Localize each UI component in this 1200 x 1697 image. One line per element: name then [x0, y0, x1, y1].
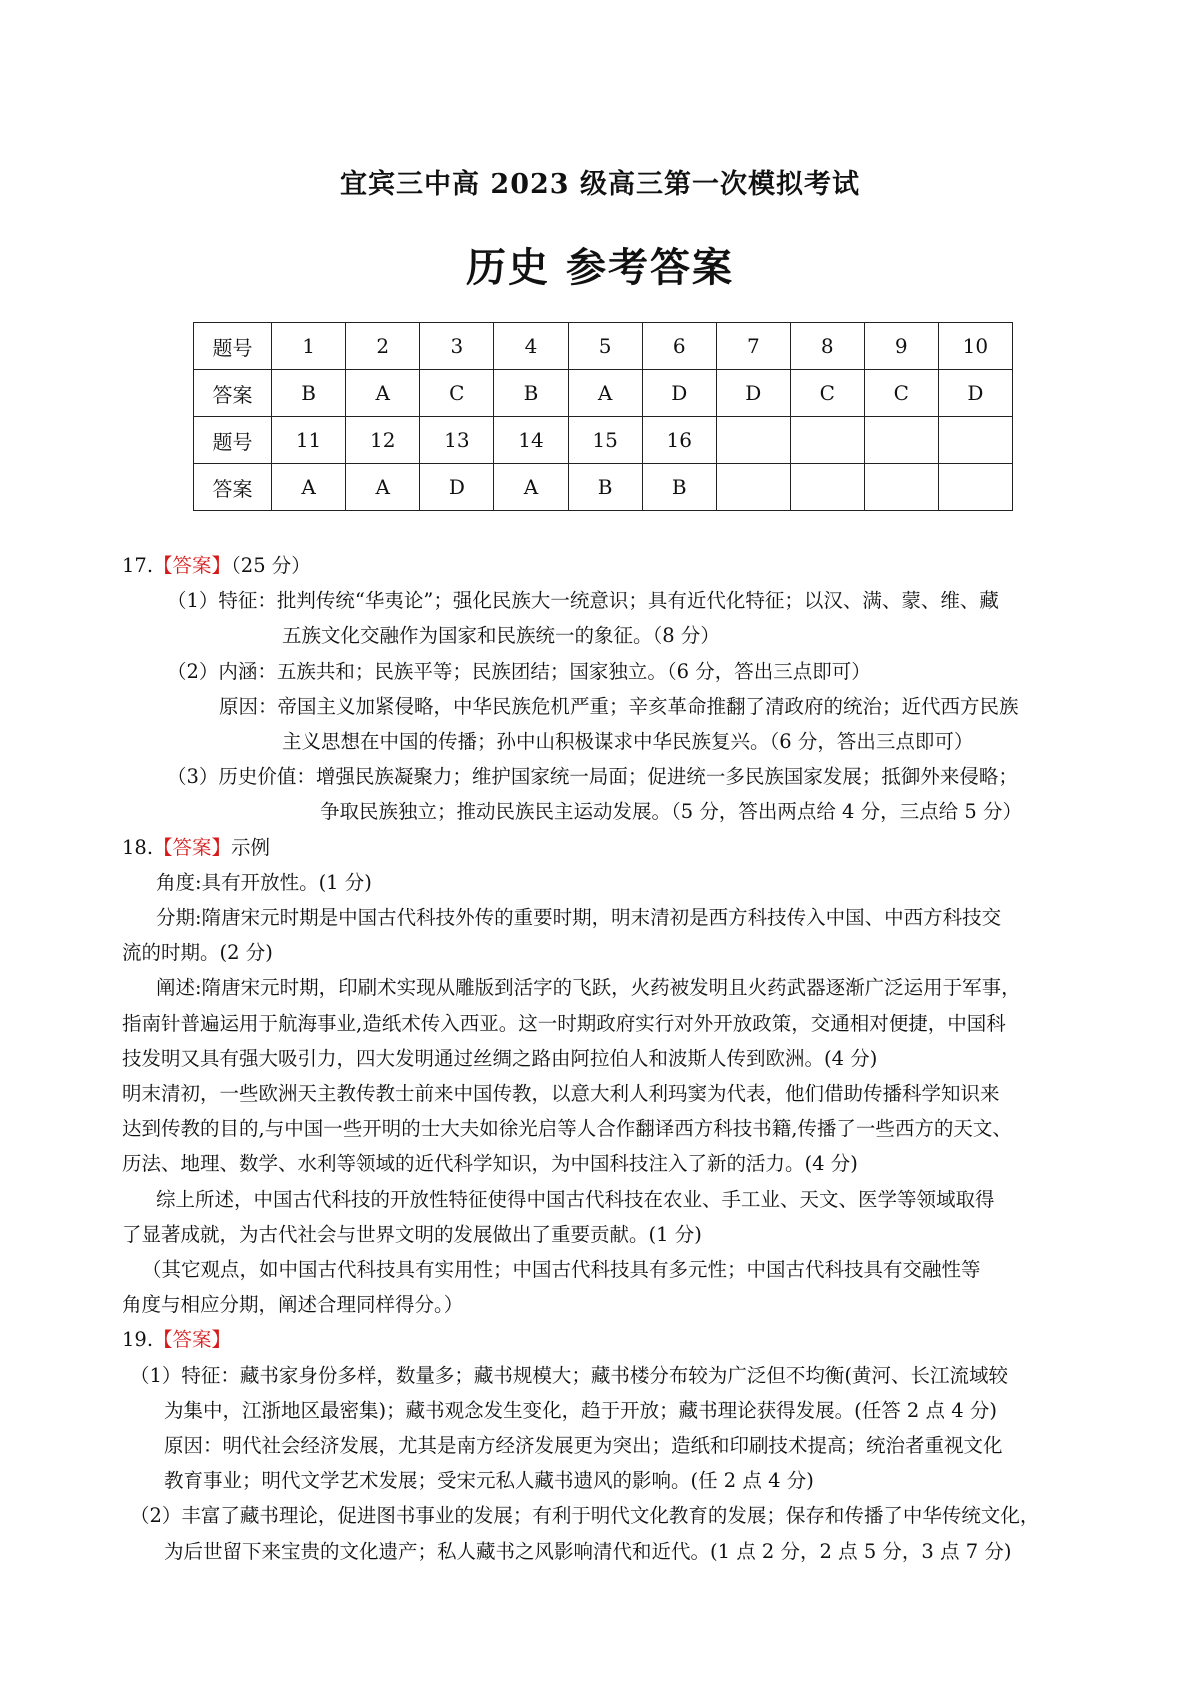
table-cell — [716, 464, 790, 511]
question-number: 19. — [122, 1328, 154, 1352]
table-cell — [716, 417, 790, 464]
table-cell: A — [568, 370, 642, 417]
answer-table-row — [194, 323, 1013, 370]
table-cell: 10 — [938, 323, 1012, 370]
q17-part3-line1: （3）历史价值：增强民族凝聚力；维护国家统一局面；促进统一多民族国家发展；抵御外来侵略； — [167, 765, 1018, 789]
q19-line: （1）特征：藏书家身份多样，数量多；藏书规模大；藏书楼分布较为广泛但不均衡(黄河、长江流域较 — [130, 1363, 1009, 1387]
row-header-cell: 答案 — [194, 370, 272, 417]
table-cell: D — [420, 464, 494, 511]
table-cell — [790, 417, 864, 464]
q17-part2-line2: 原因：帝国主义加紧侵略，中华民族危机严重；辛亥革命推翻了清政府的统治；近代西方民族 — [219, 694, 1019, 718]
table-cell: 8 — [790, 323, 864, 370]
q18-line: 分期:隋唐宋元时期是中国古代科技外传的重要时期，明末清初是西方科技传入中国、中西方科技交 — [156, 906, 1002, 930]
q18-line: 阐述:隋唐宋元时期，印刷术实现从雕版到活字的飞跃，火药被发明且火药武器逐渐广泛运用于军事， — [156, 976, 1021, 1000]
table-cell — [864, 464, 938, 511]
q18-line: 综上所述，中国古代科技的开放性特征使得中国古代科技在农业、手工业、天文、医学等领域取得 — [156, 1187, 995, 1211]
q19-line: （2）丰富了藏书理论，促进图书事业的发展；有利于明代文化教育的发展；保存和传播了中华传统文化， — [130, 1504, 1040, 1528]
q18-line: 流的时期。(2 分) — [122, 941, 273, 965]
row-header-cell: 答案 — [194, 464, 272, 511]
q19-line: 教育事业；明代文学艺术发展；受宋元私人藏书遗风的影响。(任 2 点 4 分) — [164, 1469, 814, 1493]
q17-part2-line3: 主义思想在中国的传播；孙中山积极谋求中华民族复兴。（6 分，答出三点即可） — [282, 730, 974, 754]
table-cell: A — [346, 464, 420, 511]
answer-body — [122, 548, 1082, 1569]
table-cell: C — [790, 370, 864, 417]
table-cell: D — [938, 370, 1012, 417]
table-cell: B — [271, 370, 345, 417]
answer-tag: 【答案】 — [153, 835, 232, 859]
q18-line: 达到传教的目的,与中国一些开明的士大夫如徐光启等人合作翻译西方科技书籍,传播了一些西方的天文、 — [122, 1117, 1012, 1141]
table-cell: C — [864, 370, 938, 417]
q18-line: 明末清初，一些欧洲天主教传教士前来中国传教，以意大利人利玛窦为代表，他们借助传播科学知识来 — [122, 1082, 1000, 1106]
question-17 — [122, 548, 1082, 830]
table-cell: B — [494, 370, 568, 417]
q17-part2-line1: （2）内涵：五族共和；民族平等；民族团结；国家独立。（6 分，答出三点即可） — [167, 659, 871, 683]
table-cell: 1 — [271, 323, 345, 370]
table-cell: A — [494, 464, 568, 511]
table-cell: D — [716, 370, 790, 417]
q19-line: 原因：明代社会经济发展，尤其是南方经济发展更为突出；造纸和印刷技术提高；统治者重视文化 — [164, 1434, 1003, 1458]
q17-part1-line2: 五族文化交融作为国家和民族统一的象征。（8 分） — [282, 624, 720, 648]
q18-line: 角度:具有开放性。(1 分) — [156, 870, 372, 894]
table-cell: 16 — [642, 417, 716, 464]
table-cell — [938, 464, 1012, 511]
answer-tag: 【答案】 — [153, 554, 232, 577]
table-cell: 12 — [346, 417, 420, 464]
q18-line: 了显著成就，为古代社会与世界文明的发展做出了重要贡献。(1 分) — [122, 1222, 702, 1246]
table-cell — [864, 417, 938, 464]
q17-part1-line1: （1）特征：批判传统“华夷论”；强化民族大一统意识；具有近代化特征；以汉、满、蒙、维、藏 — [167, 589, 999, 613]
table-cell: 3 — [420, 323, 494, 370]
table-cell: 11 — [271, 417, 345, 464]
table-cell: A — [346, 370, 420, 417]
table-cell: A — [271, 464, 345, 511]
row-header-cell: 题号 — [194, 417, 272, 464]
answer-table — [193, 322, 1013, 511]
table-cell: 14 — [494, 417, 568, 464]
example-label: 示例 — [231, 835, 271, 859]
q17-part3-line2: 争取民族独立；推动民族民主运动发展。（5 分，答出两点给 4 分，三点给 5 分） — [320, 800, 1022, 824]
table-cell: B — [642, 464, 716, 511]
q18-line: （其它观点，如中国古代科技具有实用性；中国古代科技具有多元性；中国古代科技具有交融性等 — [142, 1258, 981, 1282]
table-cell — [938, 417, 1012, 464]
q18-line: 历法、地理、数学、水利等领域的近代科学知识，为中国科技注入了新的活力。(4 分) — [122, 1152, 858, 1176]
table-cell: 13 — [420, 417, 494, 464]
table-cell: D — [642, 370, 716, 417]
question-number: 17. — [122, 554, 154, 577]
answer-table-row — [194, 417, 1013, 464]
table-cell: C — [420, 370, 494, 417]
question-19 — [122, 1322, 1082, 1568]
table-cell: B — [568, 464, 642, 511]
document-subtitle: 历史 参考答案 — [466, 244, 734, 291]
question-18 — [122, 830, 1082, 1323]
table-cell: 9 — [864, 323, 938, 370]
table-cell: 7 — [716, 323, 790, 370]
table-cell: 15 — [568, 417, 642, 464]
q18-heading — [122, 830, 1082, 865]
score-note: （25 分） — [231, 554, 311, 577]
answer-table-row — [194, 370, 1013, 417]
table-cell: 5 — [568, 323, 642, 370]
q18-line: 角度与相应分期，阐述合理同样得分。） — [122, 1293, 464, 1317]
q17-heading — [122, 548, 1082, 583]
q19-line: 为后世留下来宝贵的文化遗产；私人藏书之风影响清代和近代。(1 点 2 分，2 点 5 分，3 点 7 分) — [164, 1539, 1012, 1563]
table-cell: 6 — [642, 323, 716, 370]
q18-line: 技发明又具有强大吸引力，四大发明通过丝绸之路由阿拉伯人和波斯人传到欧洲。(4 分) — [122, 1046, 878, 1070]
answer-tag: 【答案】 — [153, 1328, 232, 1352]
row-header-cell: 题号 — [194, 323, 272, 370]
table-cell: 4 — [494, 323, 568, 370]
q18-line: 指南针普遍运用于航海事业,造纸术传入西亚。这一时期政府实行对外开放政策，交通相对便捷，中国科 — [122, 1011, 1006, 1035]
table-cell: 2 — [346, 323, 420, 370]
question-number: 18. — [122, 835, 154, 859]
exam-title: 宜宾三中高 2023 级高三第一次模拟考试 — [340, 169, 860, 200]
q19-line: 为集中，江浙地区最密集)；藏书观念发生变化，趋于开放；藏书理论获得发展。(任答 2 点 4 分) — [164, 1398, 997, 1422]
answer-table-row — [194, 464, 1013, 511]
table-cell — [790, 464, 864, 511]
q19-heading — [122, 1322, 1082, 1357]
